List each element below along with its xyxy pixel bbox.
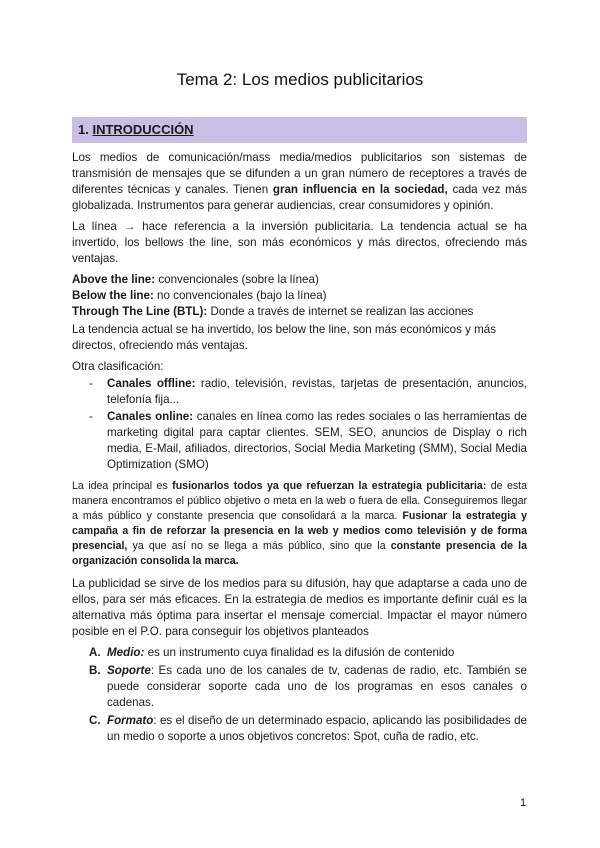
channel-term: Canales offline:	[107, 377, 196, 390]
item-term: Medio:	[107, 646, 145, 659]
item-term: Formato	[107, 714, 154, 727]
list-item	[72, 376, 527, 408]
trend-paragraph: La tendencia actual se ha invertido, los below the line, son más económicos y más directos, ofreciendo más ventajas.	[72, 323, 497, 352]
section-heading	[72, 117, 527, 143]
dash-bullet: -	[89, 377, 93, 390]
other-classification-label: Otra clasificación:	[72, 360, 164, 373]
definition-term: Above the line:	[72, 273, 156, 286]
idea-text: de esta manera encontramos el público objetivo o meta en la web o fuera de ella. Conseguiremos llegar a más público y constante presencia que consolidará a la marca.	[72, 480, 527, 522]
list-item	[72, 645, 527, 661]
definition-desc: no convencionales (bajo la línea)	[153, 289, 327, 302]
channels-list	[72, 376, 527, 473]
intro-bold: gran influencia en la sociedad,	[272, 183, 448, 196]
list-item	[72, 663, 527, 711]
dash-bullet: -	[89, 410, 93, 423]
definition-term: Through The Line (BTL):	[72, 305, 208, 318]
idea-text: La idea principal es	[72, 480, 173, 492]
list-item	[72, 409, 527, 473]
section-title: INTRODUCCIÓN	[92, 122, 194, 137]
definition-through	[72, 304, 527, 320]
item-desc: : es el diseño de un determinado espacio, aplicando las posibilidades de un medio o soporte a unos objetivos concretos: Spot, cuña de radio, etc.	[107, 714, 527, 743]
definition-below	[72, 288, 527, 304]
definition-term: Below the line:	[72, 289, 154, 302]
section-number: 1.	[78, 122, 89, 137]
list-letter: A.	[89, 646, 101, 659]
item-desc: es un instrumento cuya finalidad es la difusión de contenido	[144, 646, 455, 659]
definition-desc: Donde a través de internet se realizan las acciones	[207, 305, 474, 318]
page-title: Tema 2: Los medios publicitarios	[176, 70, 424, 89]
intro-paragraph	[72, 150, 527, 214]
intro-text-1: Los medios de comunicación/mass media/medios publicitarios son sistemas de transmisión de mensajes que se difunden a un gran número de receptores a través de diferentes técnicas y canales. Tienen	[72, 151, 527, 196]
definitions-list	[72, 272, 527, 320]
idea-bold: fusionarlos todos ya que refuerzan la estrategia publicitaria:	[172, 480, 487, 492]
channel-term: Canales online:	[107, 410, 194, 423]
list-item	[72, 713, 527, 745]
list-letter: B.	[89, 664, 101, 677]
idea-bold: constante presencia de la organización consolida la marca.	[72, 540, 528, 567]
idea-text: ya que así no se llega a más público, sino que la	[127, 540, 391, 552]
item-desc: : Es cada uno de los canales de tv, cadenas de radio, etc. También se puede considerar soporte cada uno de los programas en esos canales o cadenas.	[107, 664, 527, 709]
idea-bold: Fusionar la estrategia y campaña a fin de reforzar la presencia en la web y medios como televisión y de forma presencial,	[72, 510, 528, 552]
channel-desc: radio, televisión, revistas, tarjetas de presentación, anuncios, telefonía fija...	[107, 377, 527, 406]
intro-text-2: cada vez más globalizada. Instrumentos para generar audiencias, crear consumidores y opinión.	[72, 183, 528, 212]
line-paragraph: La línea → hace referencia a la inversión publicitaria. La tendencia actual se ha invertido, los bellows the line, son más económicos y más directos, ofreciendo más ventajas.	[72, 220, 527, 265]
content-body	[72, 150, 527, 747]
definition-above	[72, 272, 527, 288]
list-letter: C.	[89, 714, 101, 727]
page-number: 1	[520, 797, 527, 809]
channel-desc: canales en línea como las redes sociales o las herramientas de marketing digital para captar clientes. SEM, SEO, anuncios de Display o rich media, E-Mail, afiliados, directorios, Social Media Marketing (SMM), Social Media Optimization (SMO)	[107, 410, 528, 471]
item-term: Soporte	[107, 664, 151, 677]
media-terms-list	[72, 645, 527, 745]
idea-paragraph	[72, 479, 527, 569]
definition-desc: convencionales (sobre la línea)	[155, 273, 319, 286]
publicidad-paragraph: La publicidad se sirve de los medios para su difusión, hay que adaptarse a cada uno de ellos, para ser más eficaces. En la estrategia de medios es importante definir cuál es la alternativa más óptima para insertar el mensaje comercial. Impactar el mayor número posible en el P.O. para conseguir los objetivos planteados	[72, 577, 527, 638]
